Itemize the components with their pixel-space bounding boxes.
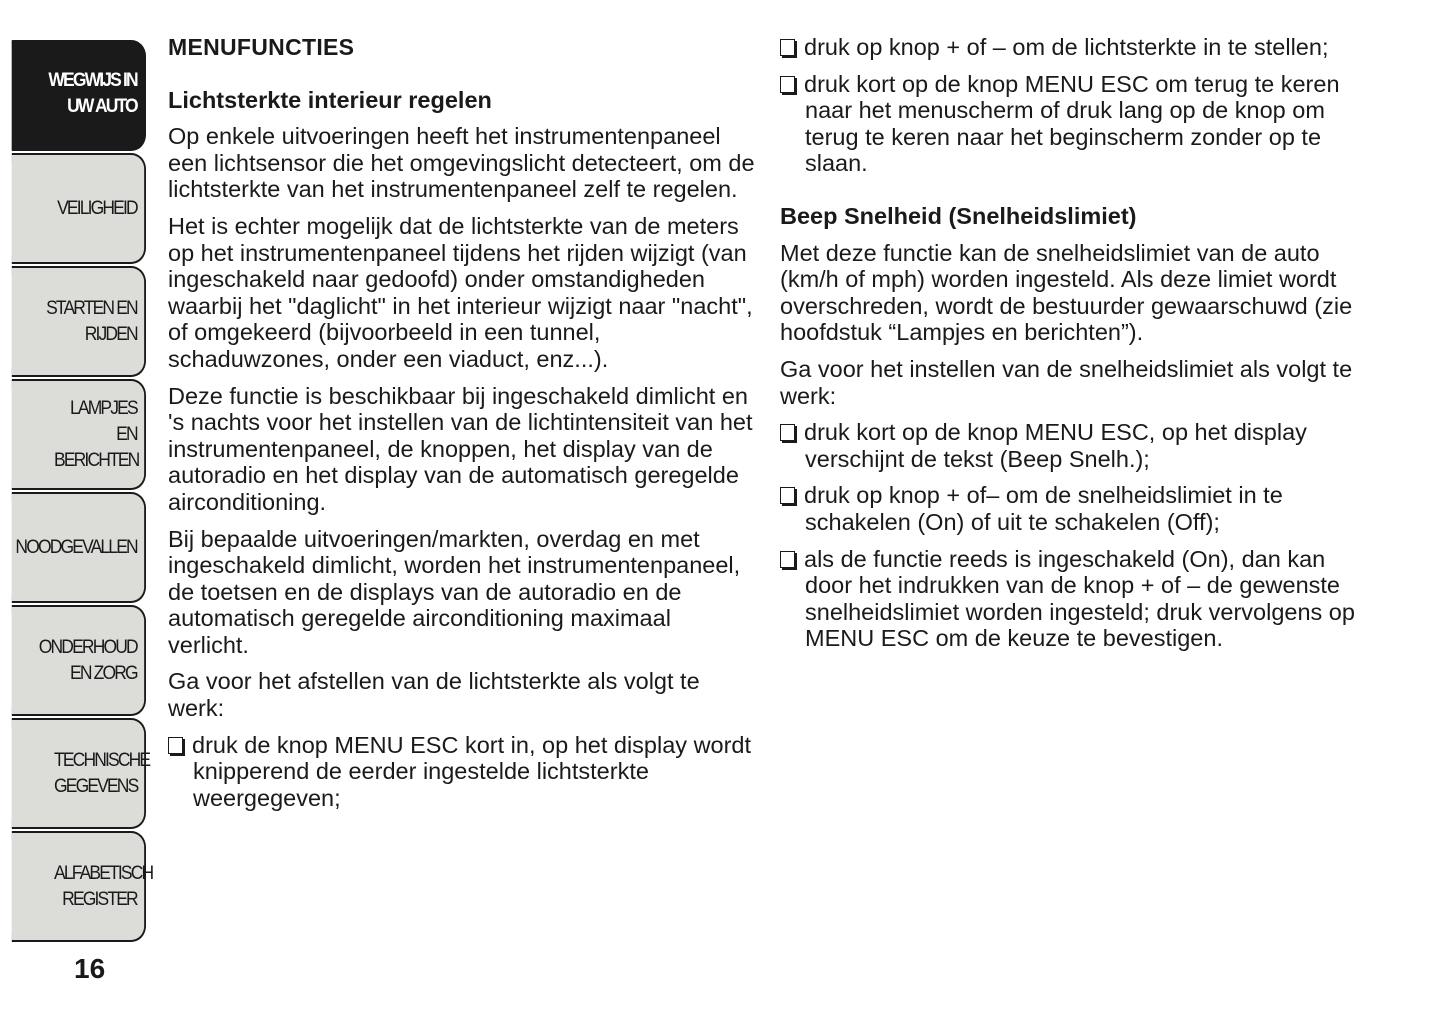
tab-veiligheid[interactable]	[12, 153, 146, 264]
left-column	[168, 34, 758, 821]
list-item	[780, 482, 1370, 535]
tab-label: NOODGEVALLEN	[15, 536, 137, 558]
list-item-text: druk op knop + of– om de snelheidslimiet in te schakelen (On) of uit te schakelen (Off);	[804, 482, 1283, 535]
paragraph: Ga voor het afstellen van de lichtsterkte als volgt te werk:	[168, 668, 700, 722]
subheading: Lichtsterkte interieur regelen	[168, 86, 492, 113]
list-item-text: druk op knop + of – om de lichtsterkte in te stellen;	[804, 34, 1329, 60]
list-item	[780, 34, 1370, 61]
section-heading: MENUFUNCTIES	[168, 34, 355, 60]
list-item-text: druk de knop MENU ESC kort in, op het display wordt knipperend de eerder ingestelde lichtsterkte weergegeven;	[192, 731, 752, 811]
paragraph: Het is echter mogelijk dat de lichtsterkte van de meters op het instrumentenpaneel tijdens het rijden wijzigt (van ingeschakeld naar gedoofd) onder omstandigheden waarbij het "daglicht" in het interieur wijzigt naar "nacht", of omgekeerd (bijvoorbeeld in een tunnel, schaduwzones, onder een viaduct, enz...).	[168, 212, 753, 372]
list-item-text: druk kort op de knop MENU ESC, op het display verschijnt de tekst (Beep Snelh.);	[804, 419, 1307, 472]
tab-onderhoud-en-zorg[interactable]	[12, 605, 146, 716]
tab-noodgevallen[interactable]	[12, 492, 146, 603]
tab-technische-gegevens[interactable]	[12, 718, 150, 829]
paragraph: Ga voor het instellen van de snelheidslimiet als volgt te werk:	[780, 355, 1353, 409]
list-item-text: druk kort op de knop MENU ESC om terug te keren naar het menuscherm of druk lang op de knop om terug te keren naar het beginscherm zonder op te slaan.	[804, 70, 1340, 177]
tab-label: VEILIGHEID	[57, 197, 137, 219]
paragraph: Bij bepaalde uitvoeringen/markten, overdag en met ingeschakeld dimlicht, worden het instrumentenpaneel, de toetsen en de displays van de autoradio en de automatisch geregelde airconditioning maximaal verlicht.	[168, 525, 741, 658]
subheading: Beep Snelheid (Snelheidslimiet)	[780, 202, 1137, 229]
tab-label: STARTEN EN RIJDEN	[46, 297, 137, 345]
tab-label: LAMPJES EN BERICHTEN	[53, 397, 139, 471]
tab-alfabetisch-register[interactable]	[12, 831, 153, 942]
checkbox-bullet-icon	[780, 551, 795, 568]
page-number: 16	[74, 953, 106, 984]
checkbox-bullet-icon	[780, 76, 795, 93]
tab-lampjes-en-berichten[interactable]	[12, 379, 146, 490]
paragraph: Op enkele uitvoeringen heeft het instrumentenpaneel een lichtsensor die het omgevingslicht detecteert, om de lichtsterkte van het instrumentenpaneel zelf te regelen.	[168, 123, 755, 203]
paragraph: Met deze functie kan de snelheidslimiet van de auto (km/h of mph) worden ingesteld. Als deze limiet wordt overschreden, wordt de bestuurder gewaarschuwd (zie hoofdstuk “Lampjes en berichten”).	[780, 239, 1353, 346]
tab-label: WEGWIJS IN UW AUTO	[48, 70, 137, 117]
tab-label: ONDERHOUD EN ZORG	[38, 636, 137, 684]
paragraph: Deze functie is beschikbaar bij ingeschakeld dimlicht en 's nachts voor het instellen van de lichtintensiteit van het instrumentenpaneel, de knoppen, het display van de autoradio en het display van de automatisch geregelde airconditioning.	[168, 382, 753, 515]
checkbox-bullet-icon	[780, 39, 795, 56]
checkbox-bullet-icon	[168, 737, 183, 754]
chapter-tabs	[0, 40, 153, 944]
list-item-text: als de functie reeds is ingeschakeld (On), dan kan door het indrukken van de knop + of – de gewenste snelheidslimiet worden ingesteld; druk vervolgens op MENU ESC om de keuze te bevestigen.	[804, 545, 1355, 652]
right-column	[780, 34, 1370, 662]
tab-wegwijs-in-uw-auto[interactable]	[12, 40, 146, 151]
checkbox-bullet-icon	[780, 487, 795, 504]
list-item	[168, 732, 758, 812]
checkbox-bullet-icon	[780, 424, 795, 441]
tab-label: TECHNISCHE GEGEVENS	[53, 749, 150, 797]
list-item	[780, 71, 1370, 177]
list-item	[780, 419, 1370, 472]
tab-starten-en-rijden[interactable]	[12, 266, 146, 377]
list-item	[780, 546, 1370, 652]
tab-label: ALFABETISCH REGISTER	[53, 862, 153, 910]
